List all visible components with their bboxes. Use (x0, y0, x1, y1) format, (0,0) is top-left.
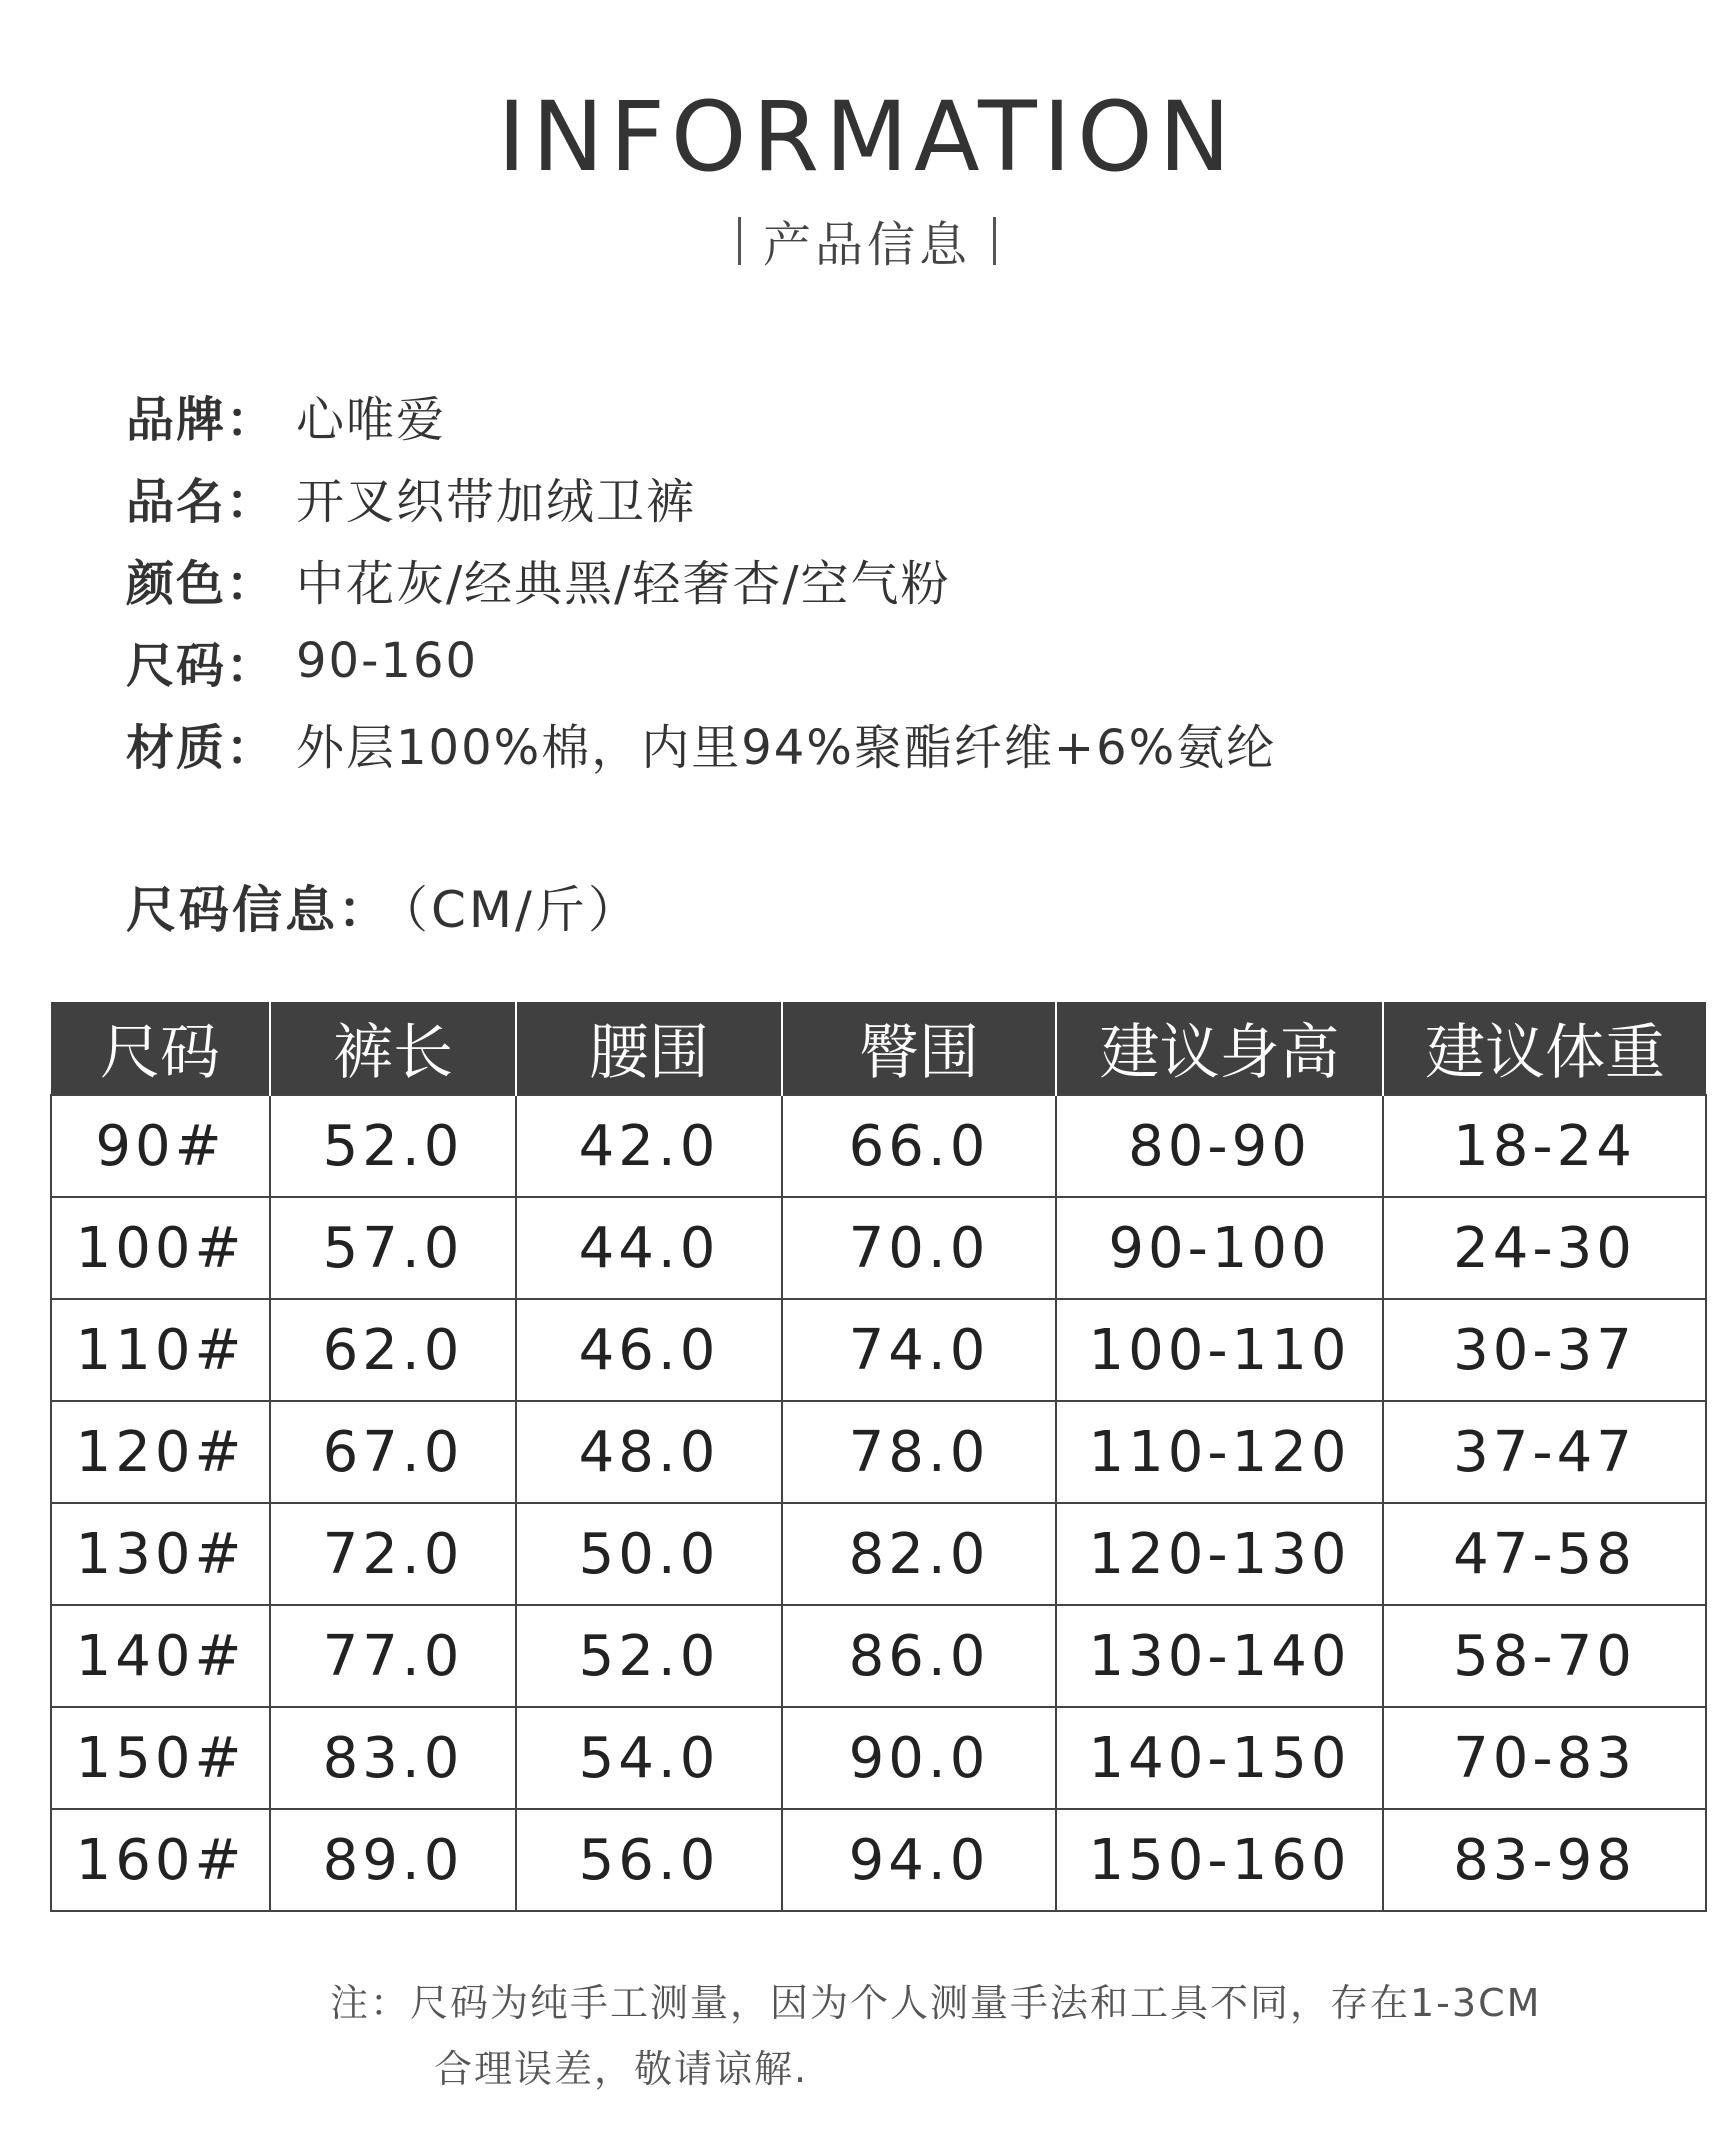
info-row-product-name (126, 456, 1276, 538)
product-info-list (126, 374, 1276, 784)
column-header: 建议体重 (1383, 1002, 1706, 1095)
table-cell: 46.0 (516, 1299, 782, 1401)
table-cell: 90.0 (782, 1707, 1056, 1809)
page-title: INFORMATION (497, 81, 1237, 193)
table-cell: 77.0 (270, 1605, 516, 1707)
table-cell: 48.0 (516, 1401, 782, 1503)
column-header: 建议身高 (1056, 1002, 1383, 1095)
table-cell: 62.0 (270, 1299, 516, 1401)
table-cell: 94.0 (782, 1809, 1056, 1911)
column-header: 臀围 (782, 1002, 1056, 1095)
table-row (51, 1095, 1706, 1197)
info-value: 中花灰/经典黑/轻奢杏/空气粉 (296, 555, 951, 612)
info-row-color (126, 538, 1276, 620)
table-cell: 24-30 (1383, 1197, 1706, 1299)
table-cell: 37-47 (1383, 1401, 1706, 1503)
table-cell: 140-150 (1056, 1707, 1383, 1809)
info-value: 开叉织带加绒卫裤 (296, 473, 697, 530)
info-label: 材质： (126, 719, 277, 776)
table-cell: 160# (51, 1809, 270, 1911)
column-header: 尺码 (51, 1002, 270, 1095)
table-cell: 120-130 (1056, 1503, 1383, 1605)
info-label: 颜色： (126, 555, 277, 612)
table-cell: 150-160 (1056, 1809, 1383, 1911)
info-value: 心唯爱 (296, 391, 447, 448)
note-line-2: 合理误差，敬请谅解. (434, 2047, 809, 2091)
size-info-heading (126, 870, 641, 942)
info-label: 品牌： (126, 391, 277, 448)
table-cell: 57.0 (270, 1197, 516, 1299)
table-header-row (51, 1002, 1706, 1095)
table-row (51, 1809, 1706, 1911)
table-cell: 150# (51, 1707, 270, 1809)
subtitle-row (0, 206, 1734, 275)
size-heading-label: 尺码信息： (126, 881, 391, 939)
measurement-note (330, 1970, 1541, 2102)
column-header: 裤长 (270, 1002, 516, 1095)
table-cell: 130# (51, 1503, 270, 1605)
table-cell: 90# (51, 1095, 270, 1197)
table-cell: 74.0 (782, 1299, 1056, 1401)
table-cell: 44.0 (516, 1197, 782, 1299)
table-row (51, 1401, 1706, 1503)
info-value: 外层100%棉，内里94%聚酯纤维+6%氨纶 (296, 719, 1277, 776)
table-cell: 67.0 (270, 1401, 516, 1503)
table-cell: 70-83 (1383, 1707, 1706, 1809)
table-cell: 78.0 (782, 1401, 1056, 1503)
page-subtitle: 产品信息 (762, 217, 971, 273)
table-cell: 72.0 (270, 1503, 516, 1605)
table-cell: 100-110 (1056, 1299, 1383, 1401)
table-cell: 90-100 (1056, 1197, 1383, 1299)
table-cell: 52.0 (270, 1095, 516, 1197)
info-row-brand (126, 374, 1276, 456)
table-cell: 83.0 (270, 1707, 516, 1809)
note-line-1: 注：尺码为纯手工测量，因为个人测量手法和工具不同，存在1-3CM (330, 1981, 1542, 2025)
size-table (50, 1002, 1707, 1912)
info-row-material (126, 702, 1276, 784)
table-cell: 83-98 (1383, 1809, 1706, 1911)
table-cell: 110-120 (1056, 1401, 1383, 1503)
size-heading-unit: （CM/斤） (403, 881, 641, 939)
table-cell: 120# (51, 1401, 270, 1503)
table-cell: 54.0 (516, 1707, 782, 1809)
table-cell: 18-24 (1383, 1095, 1706, 1197)
table-cell: 42.0 (516, 1095, 782, 1197)
table-cell: 140# (51, 1605, 270, 1707)
table-cell: 89.0 (270, 1809, 516, 1911)
divider-bar-right (993, 217, 996, 265)
info-row-size (126, 620, 1276, 702)
table-cell: 47-58 (1383, 1503, 1706, 1605)
table-row (51, 1299, 1706, 1401)
table-cell: 58-70 (1383, 1605, 1706, 1707)
column-header: 腰围 (516, 1002, 782, 1095)
divider-bar-left (738, 217, 741, 265)
table-row (51, 1605, 1706, 1707)
table-row (51, 1503, 1706, 1605)
table-cell: 30-37 (1383, 1299, 1706, 1401)
table-row (51, 1707, 1706, 1809)
info-value: 90-160 (296, 633, 479, 689)
table-cell: 82.0 (782, 1503, 1056, 1605)
info-label: 品名： (126, 473, 277, 530)
info-label: 尺码： (126, 637, 277, 694)
table-cell: 110# (51, 1299, 270, 1401)
table-cell: 86.0 (782, 1605, 1056, 1707)
table-cell: 70.0 (782, 1197, 1056, 1299)
table-row (51, 1197, 1706, 1299)
table-cell: 52.0 (516, 1605, 782, 1707)
table-cell: 130-140 (1056, 1605, 1383, 1707)
table-cell: 56.0 (516, 1809, 782, 1911)
table-cell: 66.0 (782, 1095, 1056, 1197)
table-cell: 50.0 (516, 1503, 782, 1605)
table-cell: 80-90 (1056, 1095, 1383, 1197)
table-cell: 100# (51, 1197, 270, 1299)
